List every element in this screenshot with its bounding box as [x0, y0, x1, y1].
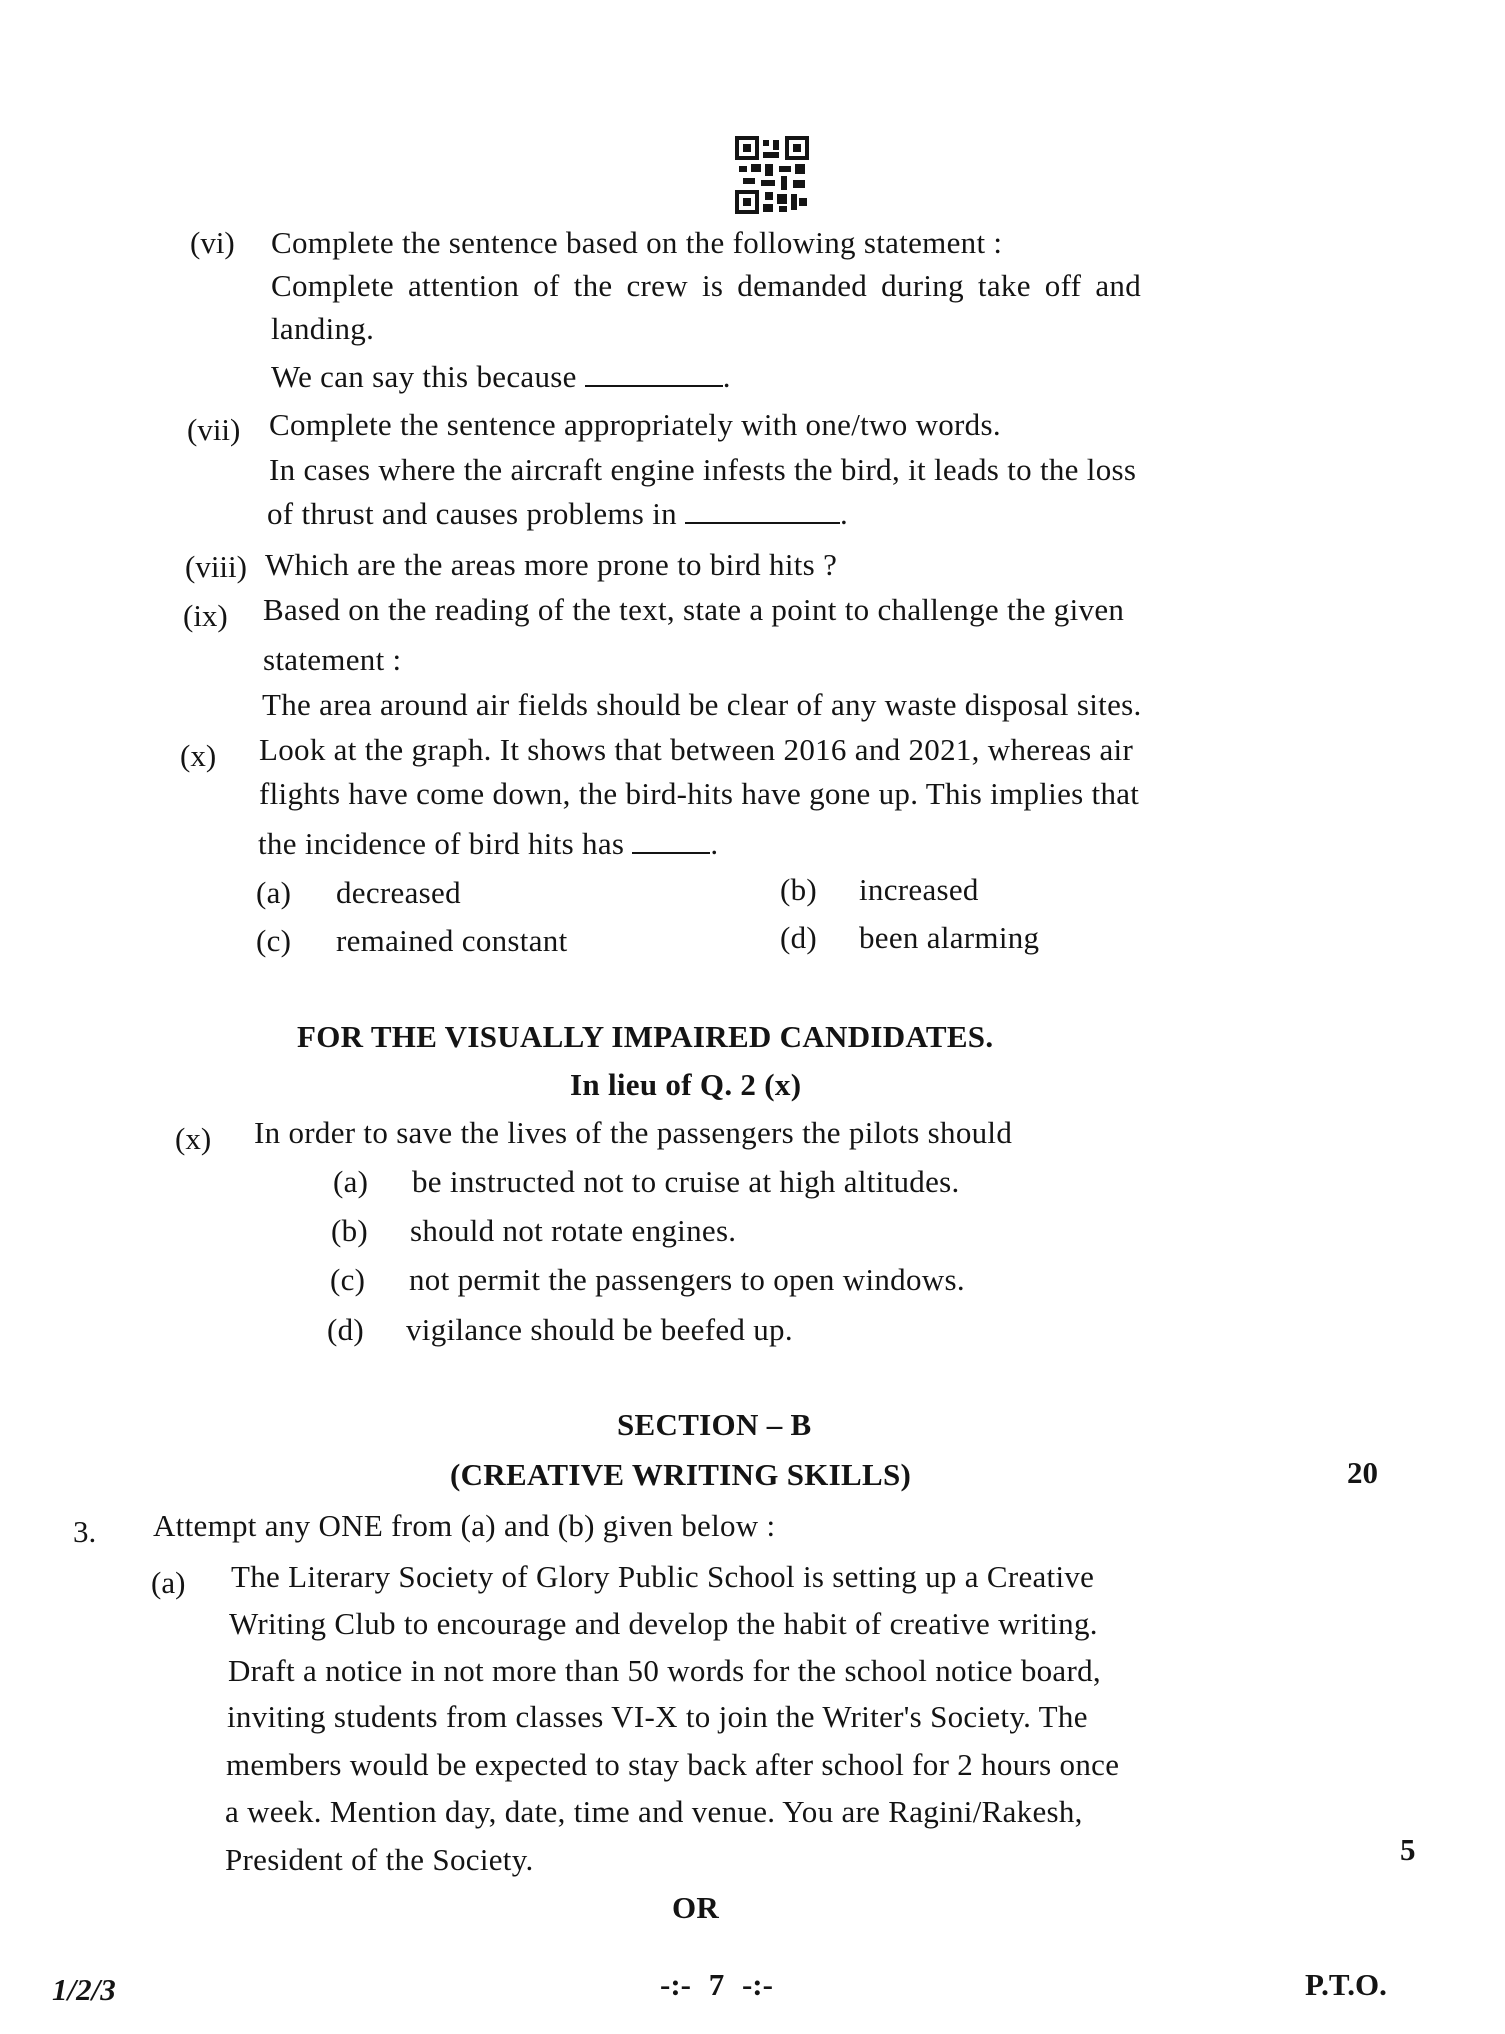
- option-label: (d): [327, 1312, 365, 1347]
- question-text: Based on the reading of the text, state a point to challenge the given: [263, 592, 1125, 627]
- question-text: Complete attention of the crew is demanded during take off and: [271, 268, 1142, 303]
- question-number: (viii): [185, 549, 247, 584]
- question-text: inviting students from classes VI-X to join the Writer's Society. The: [227, 1699, 1088, 1734]
- option-label: (b): [780, 872, 818, 907]
- option-text: vigilance should be beefed up.: [406, 1312, 793, 1347]
- page-number: -:- 7 -:-: [660, 1967, 773, 2002]
- question-text: The Literary Society of Glory Public School is setting up a Creative: [231, 1559, 1095, 1594]
- option-label: (c): [330, 1262, 366, 1297]
- section-marks: 20: [1347, 1455, 1378, 1490]
- pto-label: P.T.O.: [1305, 1967, 1387, 2002]
- answer-blank: [685, 496, 840, 524]
- question-text: landing.: [271, 311, 375, 346]
- question-instruction: Attempt any ONE from (a) and (b) given below :: [153, 1508, 776, 1543]
- option-text: should not rotate engines.: [410, 1213, 737, 1248]
- question-text: In order to save the lives of the passengers the pilots should: [254, 1115, 1013, 1150]
- question-text: Draft a notice in not more than 50 words for the school notice board,: [228, 1653, 1101, 1688]
- question-number: (vi): [190, 225, 235, 260]
- section-heading: FOR THE VISUALLY IMPAIRED CANDIDATES.: [297, 1019, 994, 1054]
- section-subtitle: (CREATIVE WRITING SKILLS): [450, 1457, 912, 1492]
- question-text: Complete the sentence appropriately with one/two words.: [269, 407, 1001, 442]
- section-title: SECTION – B: [617, 1407, 812, 1442]
- question-text: President of the Society.: [225, 1842, 534, 1877]
- question-text: Writing Club to encourage and develop the habit of creative writing.: [229, 1606, 1098, 1641]
- option-text: decreased: [336, 875, 461, 910]
- question-text: the incidence of bird hits has .: [258, 826, 719, 861]
- question-text: Which are the areas more prone to bird hits ?: [265, 547, 838, 582]
- question-text: a week. Mention day, date, time and venue. You are Ragini/Rakesh,: [225, 1794, 1083, 1829]
- question-text: flights have come down, the bird-hits have gone up. This implies that: [259, 776, 1140, 811]
- option-text: not permit the passengers to open windows.: [409, 1262, 965, 1297]
- question-text: Complete the sentence based on the following statement :: [271, 225, 1003, 260]
- page-ornament-left: -:-: [660, 1967, 691, 2002]
- question-number: 3.: [73, 1514, 97, 1549]
- option-text: be instructed not to cruise at high altitudes.: [412, 1164, 960, 1199]
- section-subheading: In lieu of Q. 2 (x): [570, 1067, 802, 1102]
- question-number: (x): [180, 738, 217, 773]
- option-label: (a): [256, 875, 292, 910]
- question-text: Look at the graph. It shows that between 2016 and 2021, whereas air: [259, 732, 1134, 767]
- option-label: (b): [331, 1213, 369, 1248]
- question-number: (vii): [187, 412, 241, 447]
- question-text: We can say this because .: [271, 359, 731, 394]
- option-text: been alarming: [859, 920, 1040, 955]
- option-label: (a): [333, 1164, 369, 1199]
- answer-blank: [632, 826, 710, 854]
- question-text: In cases where the aircraft engine infests the bird, it leads to the loss: [269, 452, 1137, 487]
- qr-code: [735, 136, 809, 214]
- question-marks: 5: [1400, 1832, 1416, 1867]
- option-label: (d): [780, 920, 818, 955]
- option-text: increased: [859, 872, 979, 907]
- question-text: of thrust and causes problems in .: [267, 496, 849, 531]
- option-text: remained constant: [336, 923, 568, 958]
- question-number: (ix): [183, 598, 228, 633]
- question-text: The area around air fields should be clear of any waste disposal sites.: [262, 687, 1142, 722]
- paper-code: 1/2/3: [52, 1972, 116, 2007]
- answer-blank: [585, 359, 723, 387]
- option-label: (c): [256, 923, 292, 958]
- question-text: statement :: [263, 642, 402, 677]
- question-text: members would be expected to stay back after school for 2 hours once: [226, 1747, 1120, 1782]
- option-label: (a): [151, 1565, 186, 1600]
- page-ornament-right: -:-: [741, 1967, 773, 2002]
- question-number: (x): [175, 1121, 212, 1156]
- or-divider: OR: [672, 1890, 720, 1925]
